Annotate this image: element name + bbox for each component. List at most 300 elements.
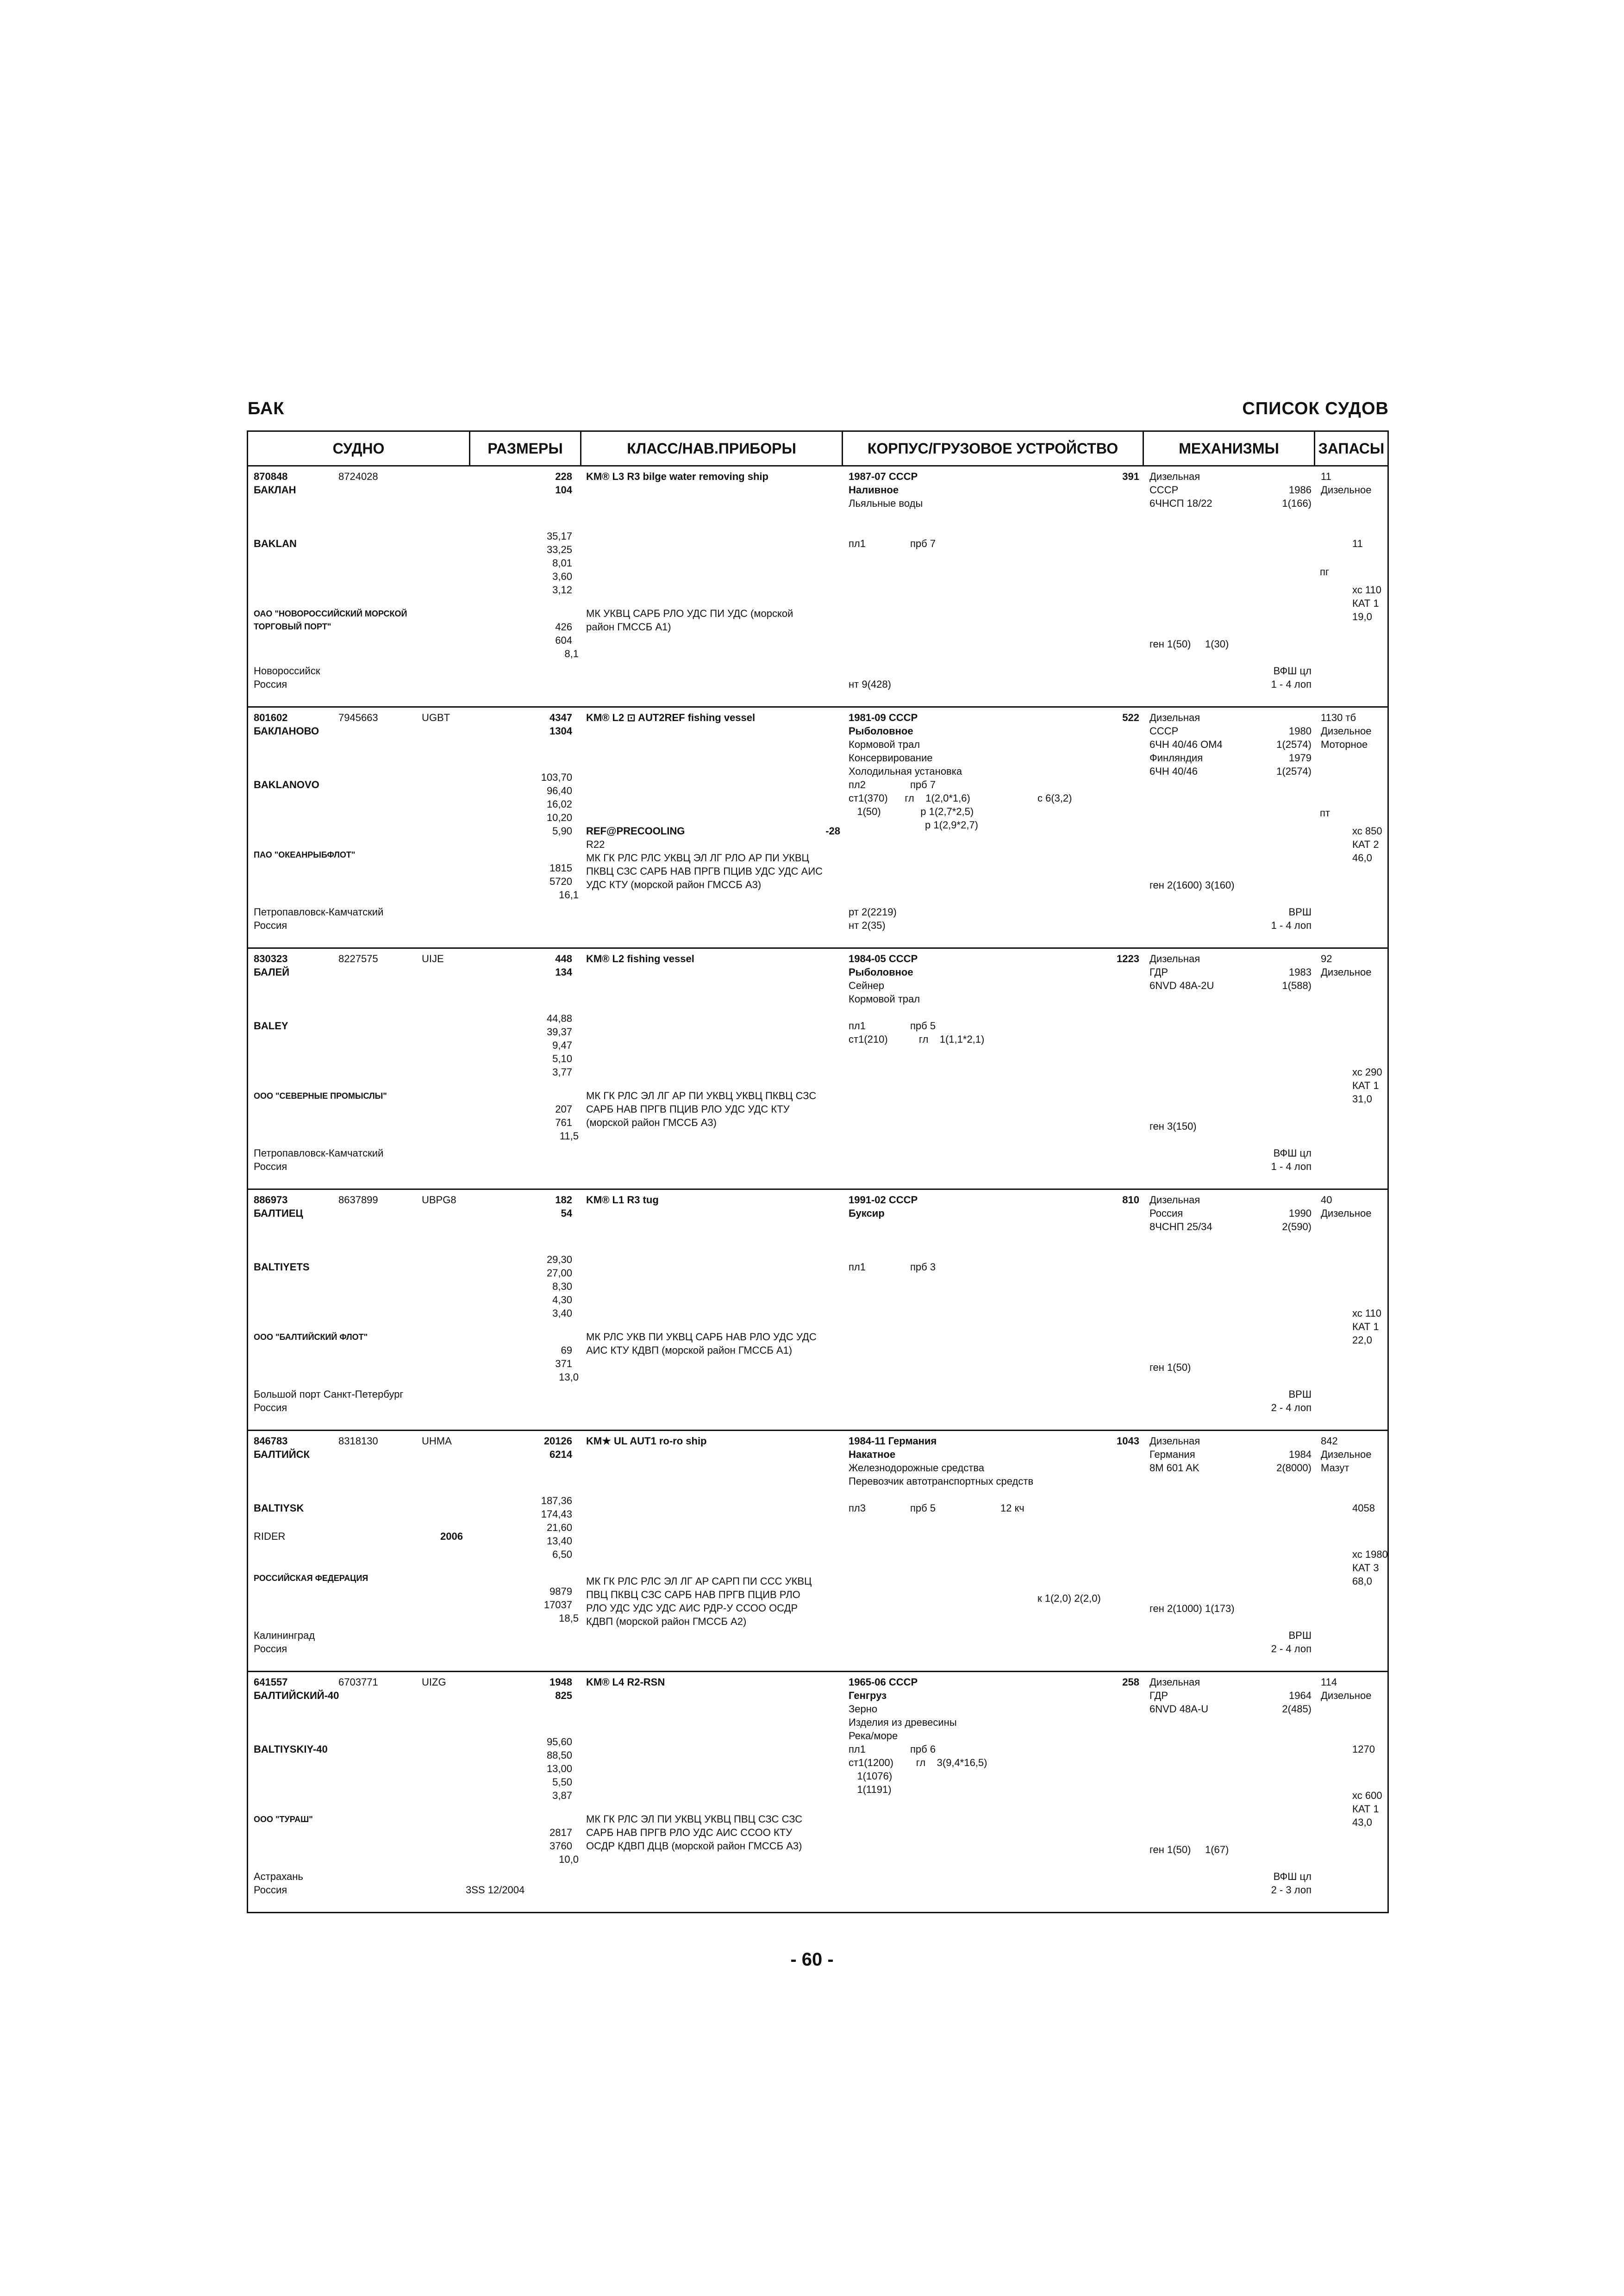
class-notation: KM® L2 ⊡ AUT2REF fishing vessel (586, 712, 756, 723)
ship-name: БАКЛАН (254, 484, 296, 496)
flag-state: Россия (254, 1402, 287, 1413)
class-cell (581, 949, 843, 1188)
engine-line-value: 2(485) (1282, 1703, 1312, 1715)
dimension-value: 3,60 (552, 571, 572, 582)
ship-cell (248, 1672, 525, 1912)
yard-number: 258 (1122, 1676, 1139, 1688)
reg-number: 830323 (254, 953, 288, 964)
decks: пл3 (849, 1502, 866, 1514)
class-notation: KM® L3 R3 bilge water removing ship (586, 471, 768, 482)
generators: ген 1(50) 1(67) (1149, 1844, 1229, 1855)
engine-line: Дизельная (1149, 1194, 1200, 1206)
column-header: КОРПУС/ГРУЗОВОЕ УСТРОЙСТВО (843, 432, 1144, 465)
class-notation: KM® L1 R3 tug (586, 1194, 659, 1206)
dimension-value: 10,20 (546, 812, 572, 823)
machinery-cell (1144, 467, 1315, 706)
flag-state: Россия (254, 1643, 287, 1655)
engine-line-value: 1(2574) (1276, 765, 1312, 777)
nav-equipment-line: РЛО УДС УДС УДС АИС РДР-У ССОО ОСДР (586, 1602, 798, 1614)
refrigerant: R22 (586, 839, 605, 850)
propeller-blades: 2 - 4 лоп (1271, 1643, 1312, 1655)
dimension-value: 29,30 (546, 1254, 572, 1265)
dimension-value: 44,88 (546, 1013, 572, 1024)
engine-line: 6ЧН 40/46 (1149, 765, 1198, 777)
supply-line: 1130 тб (1321, 712, 1356, 723)
dimension-value: 3,12 (552, 584, 572, 596)
ship-row (248, 1190, 1387, 1431)
decks: пл1 (849, 1261, 866, 1273)
ship-cell (248, 1190, 470, 1430)
cargo-hatch-line: ст1(210) гл 1(1,1*2,1) (849, 1033, 985, 1045)
dimension-value: 103,70 (541, 772, 572, 783)
ship-row (248, 949, 1387, 1190)
dimension-value: 8,1 (564, 648, 579, 660)
engine-line: 8ЧСНП 25/34 (1149, 1221, 1212, 1232)
engine-line-value: 1990 (1289, 1207, 1312, 1219)
nav-equipment-line: МК ГК РЛС РЛС ЭЛ ЛГ АР САРП ПИ ССС УКВЦ (586, 1575, 812, 1587)
page-number: - 60 - (790, 1949, 834, 1970)
refrigeration-temperature: -28 (825, 825, 840, 837)
engine-line: Финляндия (1149, 752, 1203, 764)
engine-line: 8M 601 AK (1149, 1462, 1199, 1474)
supply-line: 92 (1321, 953, 1332, 964)
reg-number: 870848 (254, 471, 288, 482)
propeller-blades: 2 - 3 лоп (1271, 1884, 1312, 1896)
supply-line: Дизельное (1321, 1449, 1372, 1460)
nav-equipment-line: МК ГК РЛС РЛС УКВЦ ЭЛ ЛГ РЛО АР ПИ УКВЦ (586, 852, 809, 864)
supplies-cell (1315, 1672, 1387, 1912)
ship-type-line: Изделия из древесины (849, 1717, 957, 1728)
dimension-value: 11,5 (559, 1130, 579, 1142)
engine-line: СССР (1149, 725, 1179, 737)
dimension-value: 6,50 (552, 1549, 572, 1560)
class-cell (581, 1190, 843, 1430)
ship-row (248, 1431, 1387, 1672)
nav-equipment-line: МК УКВЦ САРБ РЛО УДС ПИ УДС (морской (586, 608, 793, 619)
yard-number: 810 (1122, 1194, 1139, 1206)
ship-type-line: Река/море (849, 1730, 898, 1742)
ship-type-line: Холодильная установка (849, 765, 962, 777)
crew-register-line: хс 1980 (1352, 1549, 1388, 1560)
dimension-value: 825 (555, 1690, 572, 1701)
column-header: СУДНО (248, 432, 470, 465)
home-port: Большой порт Санкт-Петербург (254, 1388, 404, 1400)
crew-register-line: хс 290 (1352, 1066, 1382, 1078)
dimension-value: 3,40 (552, 1307, 572, 1319)
crew-register-line: хс 600 (1352, 1790, 1382, 1801)
class-notation: KM★ UL AUT1 ro-ro ship (586, 1435, 707, 1447)
bulkheads: прб 7 (910, 779, 936, 790)
home-port: Новороссийск (254, 665, 320, 677)
propeller: ВФШ цл (1273, 1147, 1312, 1159)
crew-register-line: 46,0 (1352, 852, 1372, 864)
ship-type-line: Генгруз (849, 1690, 887, 1701)
dimension-value: 39,37 (546, 1026, 572, 1038)
engine-line-value: 1983 (1289, 966, 1312, 978)
dimension-value: 5,10 (552, 1053, 572, 1064)
supplies-cell (1315, 708, 1387, 947)
dimension-value: 5,50 (552, 1776, 572, 1788)
dimension-value: 5720 (550, 876, 572, 887)
bulkheads: прб 5 (910, 1502, 936, 1514)
dimension-value: 8,01 (552, 557, 572, 569)
ship-type-line: Рыболовное (849, 966, 913, 978)
dimension-value: 16,02 (546, 798, 572, 810)
engine-line-value: 1(588) (1282, 980, 1312, 991)
ship-name-latin: BALEY (254, 1020, 288, 1032)
crew-register-line: КАТ 3 (1352, 1562, 1379, 1574)
header-right: СПИСОК СУДОВ (1242, 399, 1389, 418)
crew-register-line: 43,0 (1352, 1817, 1372, 1828)
ship-name: БАЛЕЙ (254, 966, 290, 978)
build-info: 1984-11 Германия (849, 1435, 937, 1447)
dimension-value: 1304 (550, 725, 572, 737)
imo-number: 8318130 (338, 1435, 378, 1447)
fuel-type: пг (1320, 566, 1329, 578)
home-port: Калининград (254, 1630, 315, 1641)
dimension-value: 5,90 (552, 825, 572, 837)
engine-line-value: 1(166) (1282, 498, 1312, 509)
propeller: ВРШ (1288, 1388, 1312, 1400)
dimension-value: 20126 (543, 1435, 572, 1447)
flag-state: Россия (254, 920, 287, 931)
owner: ОАО "НОВОРОССИЙСКИЙ МОРСКОЙ ТОРГОВЫЙ ПОРТ" (254, 609, 407, 631)
ship-type-line: Рыболовное (849, 725, 913, 737)
call-sign: UBPG8 (422, 1194, 456, 1206)
engine-line-value: 2(590) (1282, 1221, 1312, 1232)
yard-number: 391 (1122, 471, 1139, 482)
dimension-value: 6214 (550, 1449, 572, 1460)
decks: пл2 (849, 779, 866, 790)
dimension-value: 96,40 (546, 785, 572, 796)
call-sign: UGBT (422, 712, 450, 723)
dimensions-cell (470, 1190, 581, 1430)
dimension-value: 13,0 (559, 1371, 579, 1383)
engine-line: 6NVD 48A-2U (1149, 980, 1214, 991)
dimension-value: 9,47 (552, 1039, 572, 1051)
cargo-hatch-line: ст1(1200) гл 3(9,4*16,5) (849, 1757, 987, 1768)
supplies-cell (1315, 1431, 1387, 1671)
hull-cell (843, 1190, 1144, 1430)
nav-equipment-line: МК РЛС УКВ ПИ УКВЦ САРБ НАВ РЛО УДС УДС (586, 1331, 817, 1343)
owner: ООО "БАЛТИЙСКИЙ ФЛОТ" (254, 1332, 368, 1342)
ship-cell (248, 467, 470, 706)
bulkheads: прб 5 (910, 1020, 936, 1032)
supply-line: 11 (1321, 471, 1331, 482)
bulkheads: прб 6 (910, 1743, 936, 1755)
crew-register-line: хс 110 (1352, 584, 1381, 596)
ship-name-latin: BAKLAN (254, 538, 297, 549)
build-info: 1984-05 СССР (849, 953, 918, 964)
nav-equipment-line: ПКВЦ СЗС САРБ НАВ ПРГВ ПЦИВ УДС УДС АИС (586, 865, 823, 877)
engine-line: 6ЧН 40/46 ОМ4 (1149, 739, 1223, 750)
cargo-hatch-line: 1(50) р 1(2,7*2,5) (849, 806, 974, 817)
crew-register-line: КАТ 1 (1352, 1321, 1379, 1332)
header-left: БАК (248, 399, 285, 418)
tank-line: нт 9(428) (849, 678, 891, 690)
propeller: ВФШ цл (1273, 665, 1312, 677)
dimension-value: 761 (555, 1117, 572, 1128)
imo-number: 8637899 (338, 1194, 378, 1206)
propeller: ВФШ цл (1273, 1871, 1312, 1882)
bulkheads: прб 3 (910, 1261, 936, 1273)
engine-line-value: 1984 (1289, 1449, 1312, 1460)
bulkheads: прб 7 (910, 538, 936, 549)
column-header: РАЗМЕРЫ (470, 432, 581, 465)
class-cell (581, 467, 843, 706)
call-sign: UIZG (422, 1676, 446, 1688)
propeller-blades: 2 - 4 лоп (1271, 1402, 1312, 1413)
engine-line-value: 1986 (1289, 484, 1312, 496)
flag-state: Россия (254, 1884, 287, 1896)
nav-equipment-line: САРБ НАВ ПРГВ ПЦИВ РЛО УДС УДС КТУ (586, 1103, 790, 1115)
dimension-value: 33,25 (546, 544, 572, 555)
hull-cell (843, 949, 1144, 1188)
nav-equipment-line: МК ГК РЛС ЭЛ ЛГ АР ПИ УКВЦ УКВЦ ПКВЦ СЗС (586, 1090, 817, 1101)
column-header: ЗАПАСЫ (1318, 440, 1385, 457)
flag-state: Россия (254, 678, 287, 690)
crew-register-line: КАТ 2 (1352, 839, 1379, 850)
nav-equipment-line: КДВП (морской район ГМССБ А2) (586, 1616, 747, 1627)
engine-line: СССР (1149, 484, 1179, 496)
dimension-value: 4347 (550, 712, 572, 723)
imo-number: 8724028 (338, 471, 378, 482)
cranes: к 1(2,0) 2(2,0) (1037, 1593, 1101, 1604)
engine-line: Дизельная (1149, 1676, 1200, 1688)
ship-name: БАКЛАНОВО (254, 725, 319, 737)
crew-register-line: КАТ 1 (1352, 1080, 1379, 1091)
dimension-value: 371 (555, 1358, 572, 1369)
ship-name: БАЛТИЙСК (254, 1449, 310, 1460)
column-header: КЛАСС/НАВ.ПРИБОРЫ (581, 432, 843, 465)
previous-name: RIDER (254, 1531, 286, 1542)
dimensions-cell (470, 949, 581, 1188)
ship-register-table (247, 430, 1389, 1913)
dimension-value: 8,30 (552, 1281, 572, 1292)
machinery-cell (1144, 949, 1315, 1188)
supply-line: Дизельное (1321, 966, 1372, 978)
nav-equipment-line: ПВЦ ПКВЦ СЗС САРБ НАВ ПРГВ ПЦИВ РЛО (586, 1589, 800, 1600)
dimension-value: 17037 (543, 1599, 572, 1611)
ship-name-latin: BALTIYSKIY-40 (254, 1743, 328, 1755)
engine-line: Дизельная (1149, 712, 1200, 723)
decks: пл1 (849, 1743, 866, 1755)
decks: пл1 (849, 538, 866, 549)
hull-cell (843, 1672, 1144, 1912)
ship-name-latin: BALTIYSK (254, 1502, 304, 1514)
reg-number: 886973 (254, 1194, 288, 1206)
decks: пл1 (849, 1020, 866, 1032)
dimension-value: 134 (555, 966, 572, 978)
supplies-cell (1315, 467, 1387, 706)
machinery-cell (1144, 708, 1315, 947)
nav-equipment-line: САРБ НАВ ПРГВ РЛО УДС АИС ССОО КТУ (586, 1827, 793, 1838)
nav-equipment-line: АИС КТУ КДВП (морской район ГМССБ А1) (586, 1344, 793, 1356)
dimension-value: 4,30 (552, 1294, 572, 1306)
generators: ген 1(50) (1149, 1362, 1191, 1373)
engine-line-value: 2(8000) (1276, 1462, 1312, 1474)
machinery-cell (1144, 1672, 1315, 1912)
generators: ген 2(1600) 3(160) (1149, 879, 1235, 891)
dimension-value: 13,00 (546, 1763, 572, 1774)
cargo-hatch-line: 1(1191) (849, 1784, 892, 1795)
supply-line: 40 (1321, 1194, 1332, 1206)
home-port: Петропавловск-Камчатский (254, 1147, 384, 1159)
ship-type-line: Сейнер (849, 980, 885, 991)
yard-number: 1043 (1117, 1435, 1139, 1447)
propeller: ВРШ (1288, 906, 1312, 918)
engine-line: Дизельная (1149, 1435, 1200, 1447)
ship-type-line: Буксир (849, 1207, 885, 1219)
dimension-value: 1948 (550, 1676, 572, 1688)
cargo-hatch-line: ст1(370) гл 1(2,0*1,6) (849, 792, 970, 804)
hull-cell (843, 1431, 1144, 1671)
ship-cell (248, 1431, 470, 1671)
ship-cell (248, 708, 470, 947)
crew-register-line: 19,0 (1352, 611, 1372, 622)
nav-equipment-line: район ГМССБ А1) (586, 621, 671, 633)
fuel-type: пт (1320, 807, 1330, 819)
flag-state: Россия (254, 1161, 287, 1172)
supply-line: Дизельное (1321, 725, 1372, 737)
dimensions-cell (470, 1431, 581, 1671)
call-sign: UIJE (422, 953, 444, 964)
hull-cell (843, 708, 1144, 947)
ship-type-line: Кормовой трал (849, 993, 920, 1005)
ship-type-line: Кормовой трал (849, 739, 920, 750)
nav-equipment-line: МК ГК РЛС ЭЛ ПИ УКВЦ УКВЦ ПВЦ СЗС СЗС (586, 1813, 803, 1825)
engine-line-value: 1979 (1289, 752, 1312, 764)
supplies-cell (1315, 1190, 1387, 1430)
build-info: 1987-07 СССР (849, 471, 918, 482)
dimension-value: 35,17 (546, 530, 572, 542)
supply-line: 842 (1321, 1435, 1338, 1447)
class-cell (581, 708, 843, 947)
reg-number: 641557 (254, 1676, 288, 1688)
crew-register-line: КАТ 1 (1352, 1803, 1379, 1815)
supply-line: 114 (1321, 1676, 1337, 1688)
crew-register-line: хс 850 (1352, 825, 1382, 837)
ship-rows (248, 467, 1387, 1912)
crew-register-line: 31,0 (1352, 1093, 1372, 1105)
ship-cell (248, 949, 470, 1188)
propeller-blades: 1 - 4 лоп (1271, 1161, 1312, 1172)
propeller-blades: 1 - 4 лоп (1271, 678, 1312, 690)
dimensions-cell (470, 467, 581, 706)
dimension-value: 3760 (550, 1840, 572, 1852)
supply-line: Дизельное (1321, 1207, 1372, 1219)
owner: ООО "СЕВЕРНЫЕ ПРОМЫСЛЫ" (254, 1091, 387, 1101)
ship-type-line: Накатное (849, 1449, 896, 1460)
dimension-value: 207 (555, 1103, 572, 1115)
crew-register-line: хс 110 (1352, 1307, 1381, 1319)
dimensions-cell (470, 1672, 581, 1912)
generators: ген 2(1000) 1(173) (1149, 1603, 1235, 1614)
owner: ООО "ТУРАШ" (254, 1815, 313, 1824)
generators: ген 1(50) 1(30) (1149, 638, 1229, 650)
tank-line: рт 2(2219) (849, 906, 897, 918)
previous-name-year: 2006 (440, 1531, 463, 1542)
dimension-value: 3,87 (552, 1790, 572, 1801)
column-header: МЕХАНИЗМЫ (1144, 432, 1315, 465)
supplies-cell (1315, 949, 1387, 1188)
engine-line-value: 1964 (1289, 1690, 1312, 1701)
class-cell (581, 1431, 843, 1671)
engine-line: ГДР (1149, 966, 1168, 978)
ship-name: БАЛТИЙСКИЙ-40 (254, 1690, 339, 1701)
supply-line: Мазут (1321, 1462, 1349, 1474)
generators: ген 3(150) (1149, 1120, 1197, 1132)
propeller-blades: 1 - 4 лоп (1271, 920, 1312, 931)
reg-number: 801602 (254, 712, 288, 723)
engine-line: Дизельная (1149, 471, 1200, 482)
ship-type-line: Консервирование (849, 752, 933, 764)
engine-line: 6NVD 48A-U (1149, 1703, 1209, 1715)
ship-type-line: Перевозчик автотранспортных средств (849, 1475, 1034, 1487)
build-info: 1981-09 СССР (849, 712, 918, 723)
dimensions-cell (470, 708, 581, 947)
build-info: 1965-06 СССР (849, 1676, 918, 1688)
dimension-value: 174,43 (541, 1508, 572, 1520)
hull-extra: 12 кч (1000, 1502, 1024, 1514)
engine-line: Россия (1149, 1207, 1183, 1219)
dimension-value: 1815 (550, 862, 572, 874)
fuel-capacity: 1270 (1352, 1743, 1375, 1755)
class-notation: KM® L2 fishing vessel (586, 953, 694, 964)
ship-row (248, 1672, 1387, 1912)
supply-line: Дизельное (1321, 484, 1372, 496)
dimension-value: 95,60 (546, 1736, 572, 1748)
machinery-cell (1144, 1431, 1315, 1671)
engine-line-value: 1(2574) (1276, 739, 1312, 750)
dimension-value: 18,5 (559, 1612, 579, 1624)
tank-line: нт 2(35) (849, 920, 886, 931)
home-port: Петропавловск-Камчатский (254, 906, 384, 918)
dimension-value: 88,50 (546, 1749, 572, 1761)
ship-name-latin: BALTIYETS (254, 1261, 310, 1273)
ship-row (248, 467, 1387, 708)
nav-equipment-line: (морской район ГМССБ А3) (586, 1117, 717, 1128)
fuel-capacity: 4058 (1352, 1502, 1375, 1514)
yard-number: 1223 (1117, 953, 1139, 964)
dimension-value: 21,60 (546, 1522, 572, 1533)
dimension-value: 187,36 (541, 1495, 572, 1506)
crew-register-line: КАТ 1 (1352, 597, 1379, 609)
dimension-value: 104 (555, 484, 572, 496)
column-header-row (248, 432, 1387, 467)
dimension-value: 2817 (550, 1827, 572, 1838)
dimension-value: 448 (555, 953, 572, 964)
supply-line: Дизельное (1321, 1690, 1372, 1701)
yard-number: 522 (1122, 712, 1139, 723)
build-info: 1991-02 СССР (849, 1194, 918, 1206)
class-notation: KM® L4 R2-RSN (586, 1676, 665, 1688)
machinery-cell (1144, 1190, 1315, 1430)
refrigeration-notation: REF@PRECOOLING (586, 825, 685, 837)
dimension-value: 27,00 (546, 1267, 572, 1279)
call-sign: UHMA (422, 1435, 452, 1447)
ship-type-line: Льяльные воды (849, 498, 923, 509)
cargo-hatch-line: 1(1076) (849, 1770, 893, 1782)
engine-line-value: 1980 (1289, 725, 1312, 737)
engine-line: ГДР (1149, 1690, 1168, 1701)
engine-line: 6ЧНСП 18/22 (1149, 498, 1212, 509)
dimension-value: 16,1 (559, 889, 579, 901)
ship-type-line: Железнодорожные средства (849, 1462, 985, 1474)
engine-line: Дизельная (1149, 953, 1200, 964)
ship-name-latin: BAKLANOVO (254, 779, 319, 790)
dimension-value: 10,0 (559, 1854, 579, 1865)
